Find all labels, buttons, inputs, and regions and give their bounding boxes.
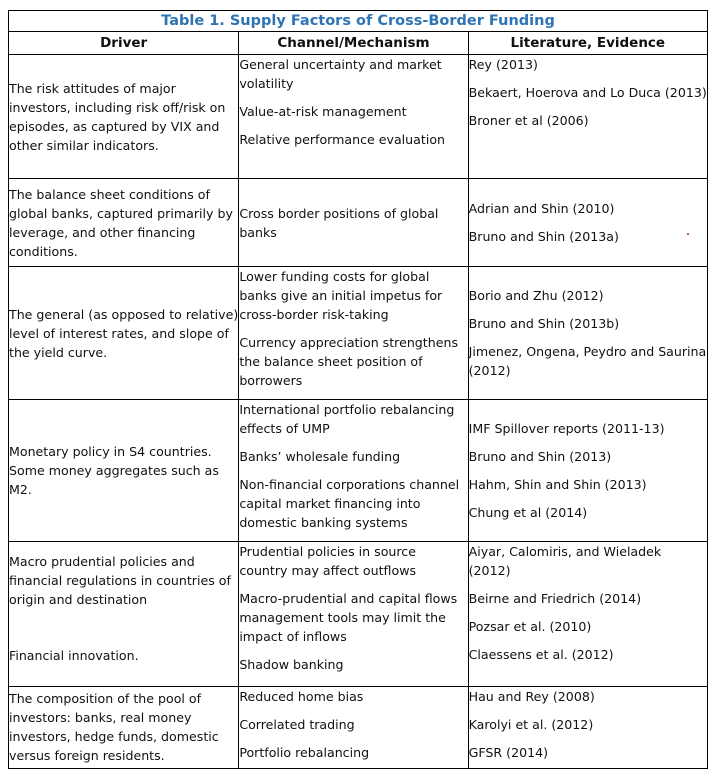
- driver-text: The general (as opposed to relative) level of interest rates, and slope of the yield curve.: [9, 306, 239, 360]
- literature-cell: [468, 267, 707, 400]
- driver-cell: [9, 687, 239, 769]
- literature-item: Rey (2013): [468, 57, 538, 72]
- driver-cell: [9, 179, 239, 267]
- literature-item: Aiyar, Calomiris, and Wieladek (2012): [468, 544, 662, 578]
- channel-cell: [239, 267, 468, 400]
- driver-cell: [9, 400, 239, 542]
- literature-item: Karolyi et al. (2012): [468, 717, 594, 732]
- literature-item: Beirne and Friedrich (2014): [468, 591, 642, 606]
- channel-item: Lower funding costs for global banks give an initial impetus for cross-border risk-taking: [239, 269, 443, 322]
- channel-cell: [239, 542, 468, 687]
- header-literature: Literature, Evidence: [468, 32, 707, 55]
- channel-cell: [239, 687, 468, 769]
- literature-item: Pozsar et al. (2010): [468, 619, 592, 634]
- supply-factors-table: [8, 10, 708, 769]
- table-caption: Table 1. Supply Factors of Cross-Border Funding: [9, 11, 708, 32]
- table-row: [9, 542, 708, 687]
- literature-item: Bekaert, Hoerova and Lo Duca (2013): [468, 85, 707, 100]
- driver-text: Macro prudential policies and financial regulations in countries of origin and destination: [9, 554, 231, 607]
- table-row: [9, 400, 708, 542]
- channel-cell: [239, 400, 468, 542]
- channel-item: Shadow banking: [239, 657, 344, 672]
- channel-item: Macro-prudential and capital flows management tools may limit the impact of inflows: [239, 591, 458, 644]
- header-driver: Driver: [9, 32, 239, 55]
- literature-item: Bruno and Shin (2013b): [468, 316, 620, 331]
- driver-text: The risk attitudes of major investors, including risk off/risk on episodes, as captured by VIX and other similar indicators.: [9, 80, 226, 153]
- table-row: [9, 267, 708, 400]
- channel-item: Relative performance evaluation: [239, 132, 445, 147]
- literature-item: Adrian and Shin (2010): [468, 201, 615, 216]
- driver-cell: [9, 542, 239, 687]
- channel-item: Portfolio rebalancing: [239, 745, 370, 760]
- channel-cell: [239, 55, 468, 179]
- literature-cell: [468, 179, 707, 267]
- literature-cell: [468, 542, 707, 687]
- table-row: [9, 179, 708, 267]
- header-channel: Channel/Mechanism: [239, 32, 468, 55]
- literature-item: Chung et al (2014): [468, 505, 588, 520]
- channel-item: Prudential policies in source country may affect outflows: [239, 544, 417, 578]
- stray-mark: [687, 233, 689, 235]
- channel-item: Value-at-risk management: [239, 104, 407, 119]
- literature-item: Bruno and Shin (2013a): [468, 229, 619, 244]
- channel-item: Correlated trading: [239, 717, 355, 732]
- driver-text: Monetary policy in S4 countries. Some money aggregates such as M2.: [9, 444, 219, 497]
- literature-item: IMF Spillover reports (2011-13): [468, 421, 665, 436]
- driver-text: The composition of the pool of investors: banks, real money investors, hedge funds, domestic versus foreign residents.: [9, 691, 219, 763]
- channel-item: General uncertainty and market volatility: [239, 57, 442, 91]
- channel-item: Reduced home bias: [239, 689, 364, 704]
- driver-text: The balance sheet conditions of global banks, captured primarily by leverage, and other financing conditions.: [9, 186, 233, 259]
- literature-item: Hahm, Shin and Shin (2013): [468, 477, 647, 492]
- literature-cell: [468, 400, 707, 542]
- driver-text: Financial innovation.: [9, 648, 139, 663]
- literature-item: Borio and Zhu (2012): [468, 288, 604, 303]
- channel-item: International portfolio rebalancing effects of UMP: [239, 402, 455, 436]
- table-row: [9, 55, 708, 179]
- literature-cell: [468, 55, 707, 179]
- literature-item: Jimenez, Ongena, Peydro and Saurina (2012): [468, 344, 707, 378]
- channel-item: Cross border positions of global banks: [239, 205, 439, 240]
- driver-cell: [9, 55, 239, 179]
- driver-cell: [9, 267, 239, 400]
- table-row: [9, 687, 708, 769]
- channel-item: Non-financial corporations channel capital market financing into domestic banking systems: [239, 477, 460, 530]
- literature-item: GFSR (2014): [468, 745, 549, 760]
- literature-item: Hau and Rey (2008): [468, 689, 595, 704]
- literature-cell: [468, 687, 707, 769]
- channel-item: Banks’ wholesale funding: [239, 449, 401, 464]
- literature-item: Broner et al (2006): [468, 113, 589, 128]
- channel-cell: [239, 179, 468, 267]
- literature-item: Claessens et al. (2012): [468, 647, 614, 662]
- channel-item: Currency appreciation strengthens the balance sheet position of borrowers: [239, 335, 459, 388]
- literature-item: Bruno and Shin (2013): [468, 449, 612, 464]
